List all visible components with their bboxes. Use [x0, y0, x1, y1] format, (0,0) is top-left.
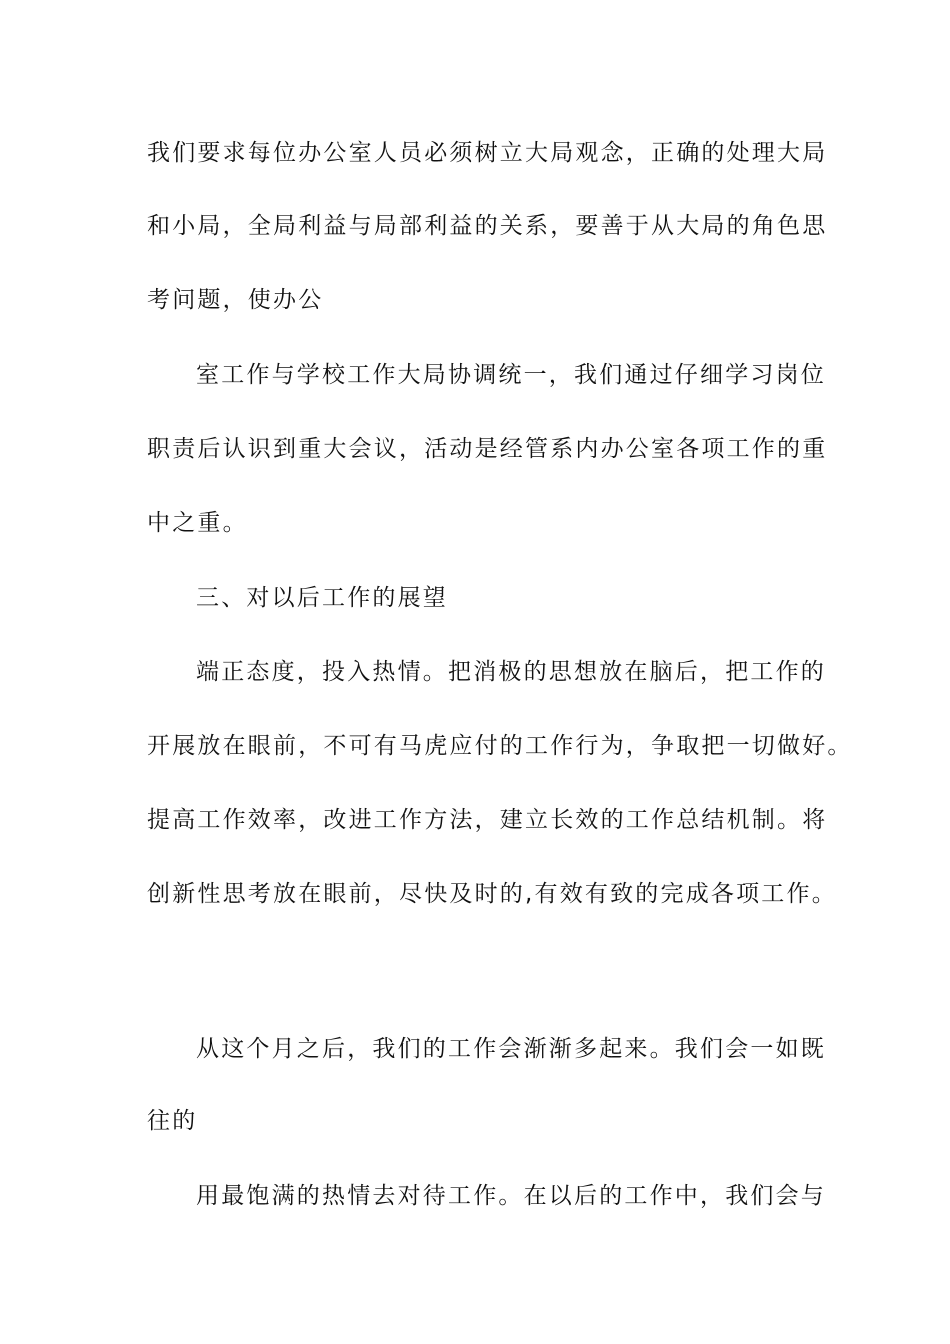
text-line: 从这个月之后，我们的工作会渐渐多起来。我们会一如既 [196, 1036, 826, 1062]
text-line: 提高工作效率，改进工作方法，建立长效的工作总结机制。将 [147, 807, 828, 833]
text-line: 创新性思考放在眼前，尽快及时的,有效有致的完成各项工作。 [147, 881, 837, 907]
text-line: 开展放在眼前，不可有马虎应付的工作行为，争取把一切做好。 [147, 733, 853, 759]
text-line: 室工作与学校工作大局协调统一，我们通过仔细学习岗位 [196, 362, 826, 388]
text-line: 用最饱满的热情去对待工作。在以后的工作中，我们会与 [196, 1183, 826, 1209]
text-line: 我们要求每位办公室人员必须树立大局观念，正确的处理大局 [147, 140, 828, 166]
section-heading: 三、对以后工作的展望 [196, 585, 448, 611]
text-line: 考问题，使办公 [147, 287, 324, 313]
text-line: 往的 [147, 1108, 198, 1134]
text-line: 职责后认识到重大会议，活动是经管系内办公室各项工作的重 [147, 436, 828, 462]
text-line: 中之重。 [147, 510, 248, 536]
text-line: 端正态度，投入热情。把消极的思想放在脑后，把工作的 [196, 659, 826, 685]
text-line: 和小局，全局利益与局部利益的关系，要善于从大局的角色思 [147, 213, 828, 239]
